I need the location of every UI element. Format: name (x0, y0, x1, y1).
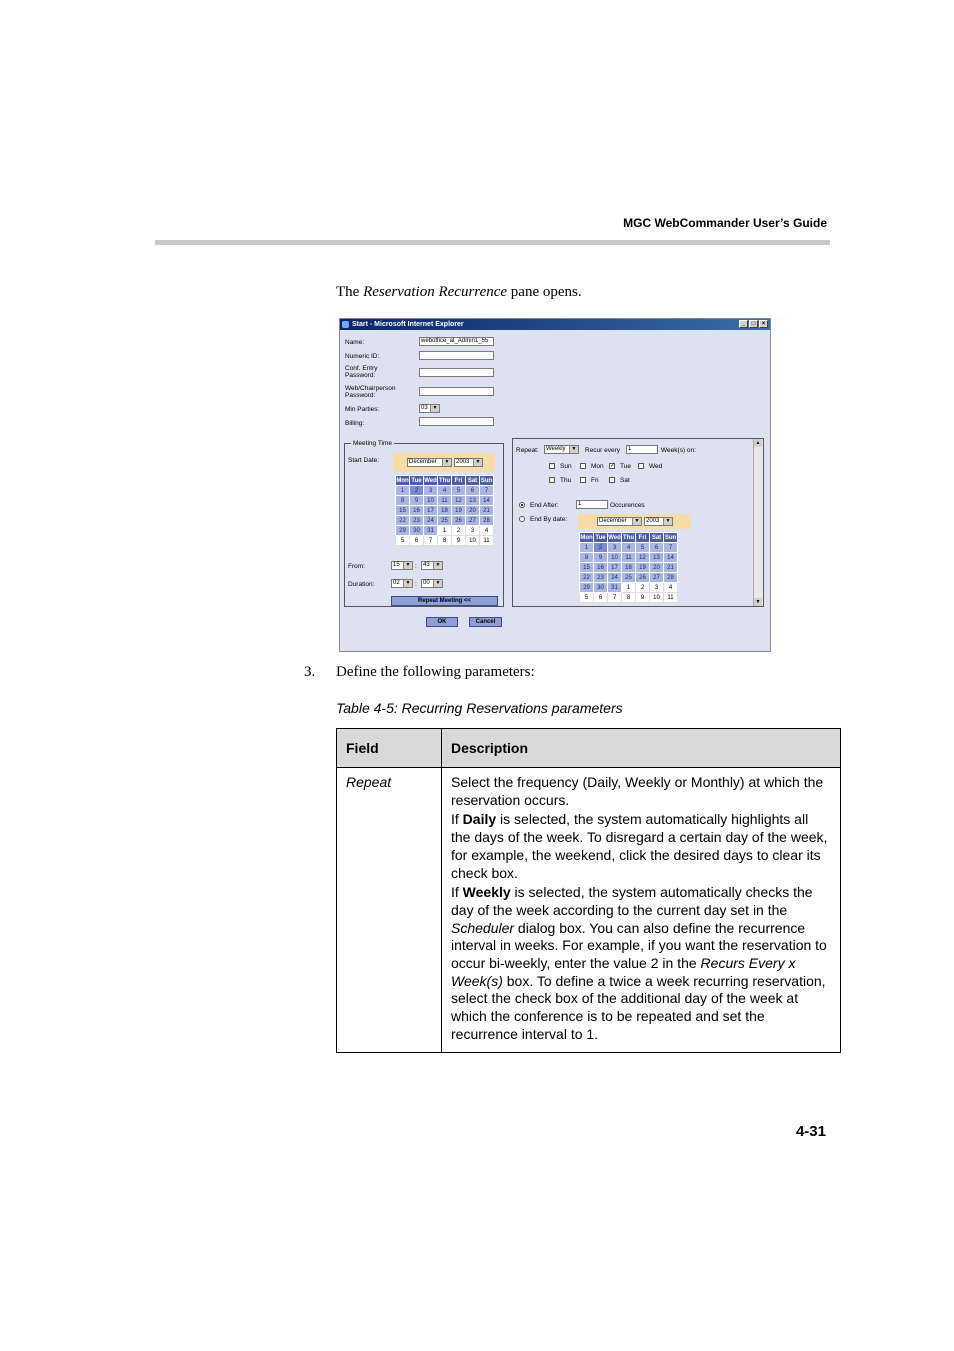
header-rule (155, 240, 830, 245)
step-number: 3. (304, 664, 316, 680)
intro-paragraph: The Reservation Recurrence pane opens. (336, 284, 582, 300)
calendar-day[interactable]: 7 (608, 593, 622, 603)
from-minute-select[interactable]: 43 ▼ (421, 561, 443, 570)
calendar-day[interactable]: 8 (622, 593, 636, 603)
numeric-id-label: Numeric ID: (345, 353, 380, 360)
calendar-week-row (396, 496, 494, 506)
calendar-day[interactable]: 19 (636, 563, 650, 573)
window-titlebar (340, 319, 770, 330)
calendar-day[interactable]: 23 (410, 516, 424, 526)
calendar-day[interactable]: 25 (438, 516, 452, 526)
from-separator: : (415, 563, 417, 570)
ie-icon (342, 321, 349, 328)
recurrence-scrollbar[interactable] (753, 439, 763, 606)
calendar-day-header: Sun (664, 534, 677, 541)
scroll-down-icon[interactable]: ▼ (755, 599, 761, 605)
calendar-day[interactable]: 23 (594, 573, 608, 583)
description-column-header: Description (442, 729, 841, 768)
calendar-day-header: Fri (452, 476, 466, 486)
calendar-day[interactable]: 14 (480, 496, 494, 506)
chevron-down-icon: ▼ (569, 446, 578, 453)
day-checkbox-sun[interactable] (549, 463, 555, 469)
day-label: Sat (620, 477, 630, 484)
calendar-day[interactable]: 12 (636, 553, 650, 563)
calendar-day[interactable]: 6 (650, 543, 664, 553)
calendar-day[interactable]: 8 (396, 496, 410, 506)
parameters-table (336, 728, 841, 1053)
chevron-down-icon: ▼ (442, 459, 451, 466)
occurrences-label: Occurences (610, 502, 645, 509)
calendar-day[interactable]: 7 (480, 486, 494, 496)
calendar-day-header: Thu (623, 534, 634, 541)
calendar-day[interactable]: 8 (580, 553, 594, 563)
web-chair-label: Web/Chairperson Password: (345, 385, 396, 399)
calendar-day[interactable]: 11 (664, 593, 678, 603)
day-checkbox-thu[interactable] (549, 477, 555, 483)
calendar-week-row (396, 506, 494, 516)
calendar-day[interactable]: 3 (650, 583, 664, 593)
calendar-day[interactable]: 29 (580, 583, 594, 593)
calendar-day[interactable]: 6 (594, 593, 608, 603)
calendar-day[interactable]: 13 (650, 553, 664, 563)
calendar-day[interactable]: 16 (594, 563, 608, 573)
weeks-on-label: Week(s) on: (661, 447, 696, 454)
chevron-down-icon: ▼ (430, 405, 439, 412)
calendar-day-header: Fri (636, 533, 650, 543)
calendar-day[interactable]: 26 (452, 516, 466, 526)
day-label: Tue (620, 463, 631, 470)
web-chair-input[interactable] (419, 387, 494, 396)
day-label: Thu (560, 477, 572, 484)
description-paragraph: If Weekly is selected, the system automatically checks the day of the week according to the current day set in the Scheduler dialog box. You can also define the recurrence interval in weeks. For example, if you want the reservation to occur bi-weekly, enter the value 2 in the Recurs Every x Week(s) box. To define a twice a week recurring reservation, select the check box of the additional day of the week at which the conference is to be repeated and set the recurrence interval to 1. (451, 884, 827, 1042)
chevron-down-icon: ▼ (403, 580, 412, 587)
calendar-day[interactable]: 15 (580, 563, 594, 573)
calendar-day[interactable]: 3 (608, 543, 622, 553)
calendar-week-row (580, 583, 678, 593)
calendar-day[interactable]: 16 (410, 506, 424, 516)
calendar-week-row (580, 553, 678, 563)
duration-hour-select[interactable]: 02 ▼ (391, 579, 413, 588)
calendar-day[interactable]: 3 (466, 526, 480, 536)
step-3 (304, 664, 535, 681)
description-paragraph: If Daily is selected, the system automatically highlights all the days of the week. To disregard a certain day of the week, for example, the weekend, click the desired days to clear its check box. (451, 811, 828, 881)
day-label: Wed (649, 463, 663, 470)
repeat-meeting-button[interactable]: Repeat Meeting << (391, 596, 498, 606)
calendar-day[interactable]: 9 (410, 496, 424, 506)
calendar-day[interactable]: 1 (396, 486, 410, 496)
calendar-header-row (580, 533, 678, 543)
calendar-day[interactable]: 24 (424, 516, 438, 526)
calendar-day[interactable]: 11 (480, 536, 494, 546)
conf-entry-label: Conf. Entry Password: (345, 365, 378, 379)
calendar-day[interactable]: 7 (424, 536, 438, 546)
ie-window-screenshot (339, 318, 771, 652)
calendar-day[interactable]: 9 (636, 593, 650, 603)
start-month-select[interactable]: December ▼ (407, 458, 452, 467)
calendar-week-row (396, 526, 494, 536)
calendar-day[interactable]: 17 (424, 506, 438, 516)
calendar-day[interactable]: 10 (424, 496, 438, 506)
recurrence-pane (512, 438, 764, 607)
billing-label: Billing: (345, 420, 365, 427)
step-text: Define the following parameters: (336, 664, 535, 680)
maximize-icon[interactable]: □ (749, 320, 758, 328)
calendar-day[interactable]: 1 (580, 543, 594, 553)
calendar-week-row (396, 536, 494, 546)
calendar-day[interactable]: 31 (424, 526, 438, 536)
end-after-radio[interactable] (519, 502, 525, 508)
chevron-down-icon: ▼ (403, 562, 412, 569)
end-by-date-label: End By date: (530, 516, 568, 523)
calendar-day[interactable]: 27 (650, 573, 664, 583)
calendar-day[interactable]: 14 (664, 553, 678, 563)
end-month-select[interactable]: December ▼ (597, 517, 642, 526)
calendar-day[interactable]: 5 (396, 536, 410, 546)
calendar-day[interactable]: 20 (650, 563, 664, 573)
calendar-day-header: Wed (424, 477, 437, 484)
start-date-label: Start Date: (348, 457, 380, 464)
calendar-day[interactable]: 2 (452, 526, 466, 536)
calendar-week-row (580, 543, 678, 553)
calendar-day[interactable]: 22 (580, 573, 594, 583)
recur-every-label: Recur every (585, 447, 621, 454)
calendar-day-header: Thu (439, 477, 450, 484)
calendar-day[interactable]: 29 (396, 526, 410, 536)
calendar-day[interactable]: 6 (410, 536, 424, 546)
calendar-day-header: Sat (466, 476, 480, 486)
numeric-id-input[interactable] (419, 351, 494, 360)
table-header-row (337, 729, 841, 768)
calendar-day[interactable]: 22 (396, 516, 410, 526)
calendar-day[interactable]: 4 (438, 486, 452, 496)
calendar-day[interactable]: 2 (594, 543, 608, 553)
calendar-day[interactable]: 6 (466, 486, 480, 496)
day-checkbox-wed[interactable] (638, 463, 644, 469)
calendar-day[interactable]: 19 (452, 506, 466, 516)
calendar-day[interactable]: 10 (650, 593, 664, 603)
calendar-day[interactable]: 31 (608, 583, 622, 593)
table-row (337, 768, 841, 1053)
conf-entry-input[interactable] (419, 368, 494, 377)
calendar-day[interactable]: 15 (396, 506, 410, 516)
calendar-day-header: Sun (480, 477, 493, 484)
start-year-select[interactable]: 2003 ▼ (454, 458, 483, 467)
day-label: Fri (591, 477, 599, 484)
calendar-day-header: Tue (595, 534, 606, 541)
calendar-day[interactable]: 1 (622, 583, 636, 593)
end-by-date-radio[interactable] (519, 516, 525, 522)
calendar-day[interactable]: 18 (622, 563, 636, 573)
end-year-select[interactable]: 2003 ▼ (644, 517, 673, 526)
name-input[interactable]: weboffice_at_Admin1_55 (419, 337, 494, 346)
billing-input[interactable] (419, 417, 494, 426)
calendar-day[interactable]: 5 (636, 543, 650, 553)
calendar-day[interactable]: 30 (594, 583, 608, 593)
description-cell (442, 768, 841, 1053)
calendar-header-row (396, 476, 494, 486)
chevron-down-icon: ▼ (663, 518, 672, 525)
calendar-day-header: Mon (396, 477, 409, 484)
calendar-day[interactable]: 20 (466, 506, 480, 516)
calendar-day[interactable]: 9 (452, 536, 466, 546)
calendar-day[interactable]: 17 (608, 563, 622, 573)
meeting-time-legend: Meeting Time (353, 440, 393, 447)
from-label: From: (348, 563, 365, 570)
field-column-header: Field (337, 729, 442, 768)
calendar-day[interactable]: 13 (466, 496, 480, 506)
running-header: MGC WebCommander User’s Guide (623, 216, 827, 230)
calendar-day[interactable]: 2 (410, 486, 424, 496)
calendar-day[interactable]: 24 (608, 573, 622, 583)
scroll-up-icon[interactable]: ▲ (755, 440, 761, 446)
day-checkbox-sat[interactable] (609, 477, 615, 483)
meeting-time-pane (344, 440, 504, 607)
calendar-day[interactable]: 28 (664, 573, 678, 583)
calendar-day-header: Sat (650, 533, 664, 543)
calendar-week-row (396, 486, 494, 496)
calendar-day[interactable]: 5 (580, 593, 594, 603)
from-hour-select[interactable]: 15 ▼ (391, 561, 413, 570)
end-after-input[interactable]: 1 (576, 500, 608, 509)
chevron-down-icon: ▼ (473, 459, 482, 466)
calendar-day[interactable]: 9 (594, 553, 608, 563)
day-checkbox-fri[interactable] (580, 477, 586, 483)
calendar-day[interactable]: 10 (608, 553, 622, 563)
calendar-day-header: Wed (608, 534, 621, 541)
name-label: Name: (345, 339, 365, 346)
calendar-day[interactable]: 1 (438, 526, 452, 536)
calendar-day[interactable]: 10 (466, 536, 480, 546)
calendar-day[interactable]: 21 (480, 506, 494, 516)
start-calendar (395, 475, 494, 546)
repeat-select[interactable]: Weekly ▼ (544, 445, 579, 454)
day-checkbox-mon[interactable] (580, 463, 586, 469)
calendar-day[interactable]: 12 (452, 496, 466, 506)
calendar-week-row (396, 516, 494, 526)
cancel-button[interactable]: Cancel (469, 617, 502, 627)
calendar-day-header: Tue (411, 477, 422, 484)
repeat-label: Repeat: (516, 447, 539, 454)
calendar-day[interactable]: 3 (424, 486, 438, 496)
calendar-day[interactable]: 2 (636, 583, 650, 593)
calendar-day[interactable]: 7 (664, 543, 678, 553)
calendar-day[interactable]: 11 (622, 553, 636, 563)
calendar-day[interactable]: 5 (452, 486, 466, 496)
calendar-day[interactable]: 30 (410, 526, 424, 536)
ok-button[interactable]: OK (426, 617, 458, 627)
chevron-down-icon: ▼ (433, 562, 442, 569)
window-title: Start - Microsoft Internet Explorer (352, 321, 464, 328)
end-by-calendar (579, 532, 678, 603)
chevron-down-icon: ▼ (433, 580, 442, 587)
calendar-day[interactable]: 25 (622, 573, 636, 583)
recur-every-input[interactable]: 1 (626, 445, 658, 454)
calendar-day[interactable]: 27 (466, 516, 480, 526)
day-checkbox-tue[interactable]: ✓ (610, 463, 616, 469)
calendar-day[interactable]: 4 (480, 526, 494, 536)
chevron-down-icon: ▼ (632, 518, 641, 525)
calendar-day[interactable]: 4 (622, 543, 636, 553)
calendar-day[interactable]: 11 (438, 496, 452, 506)
calendar-day[interactable]: 4 (664, 583, 678, 593)
calendar-week-row (580, 573, 678, 583)
calendar-day[interactable]: 28 (480, 516, 494, 526)
calendar-week-row (580, 563, 678, 573)
min-parties-select[interactable]: 03 ▼ (419, 404, 440, 413)
duration-label: Duration: (348, 581, 375, 588)
calendar-day[interactable]: 21 (664, 563, 678, 573)
description-paragraph: Select the frequency (Daily, Weekly or Monthly) at which the reservation occurs. (451, 774, 824, 808)
duration-minute-select[interactable]: 00 ▼ (421, 579, 443, 588)
day-label: Mon (591, 463, 604, 470)
field-cell: Repeat (337, 768, 442, 1053)
min-parties-label: Min Parties: (345, 406, 380, 413)
calendar-day-header: Mon (580, 534, 593, 541)
calendar-day[interactable]: 18 (438, 506, 452, 516)
close-icon[interactable]: × (759, 320, 768, 328)
day-label: Sun (560, 463, 572, 470)
page-number: 4-31 (795, 1123, 826, 1140)
calendar-week-row (580, 593, 678, 603)
table-caption: Table 4-5: Recurring Reservations parameters (336, 700, 623, 716)
calendar-day[interactable]: 8 (438, 536, 452, 546)
duration-separator: : (415, 581, 417, 588)
minimize-icon[interactable]: _ (739, 320, 748, 328)
end-after-label: End After: (530, 502, 559, 509)
calendar-day[interactable]: 26 (636, 573, 650, 583)
